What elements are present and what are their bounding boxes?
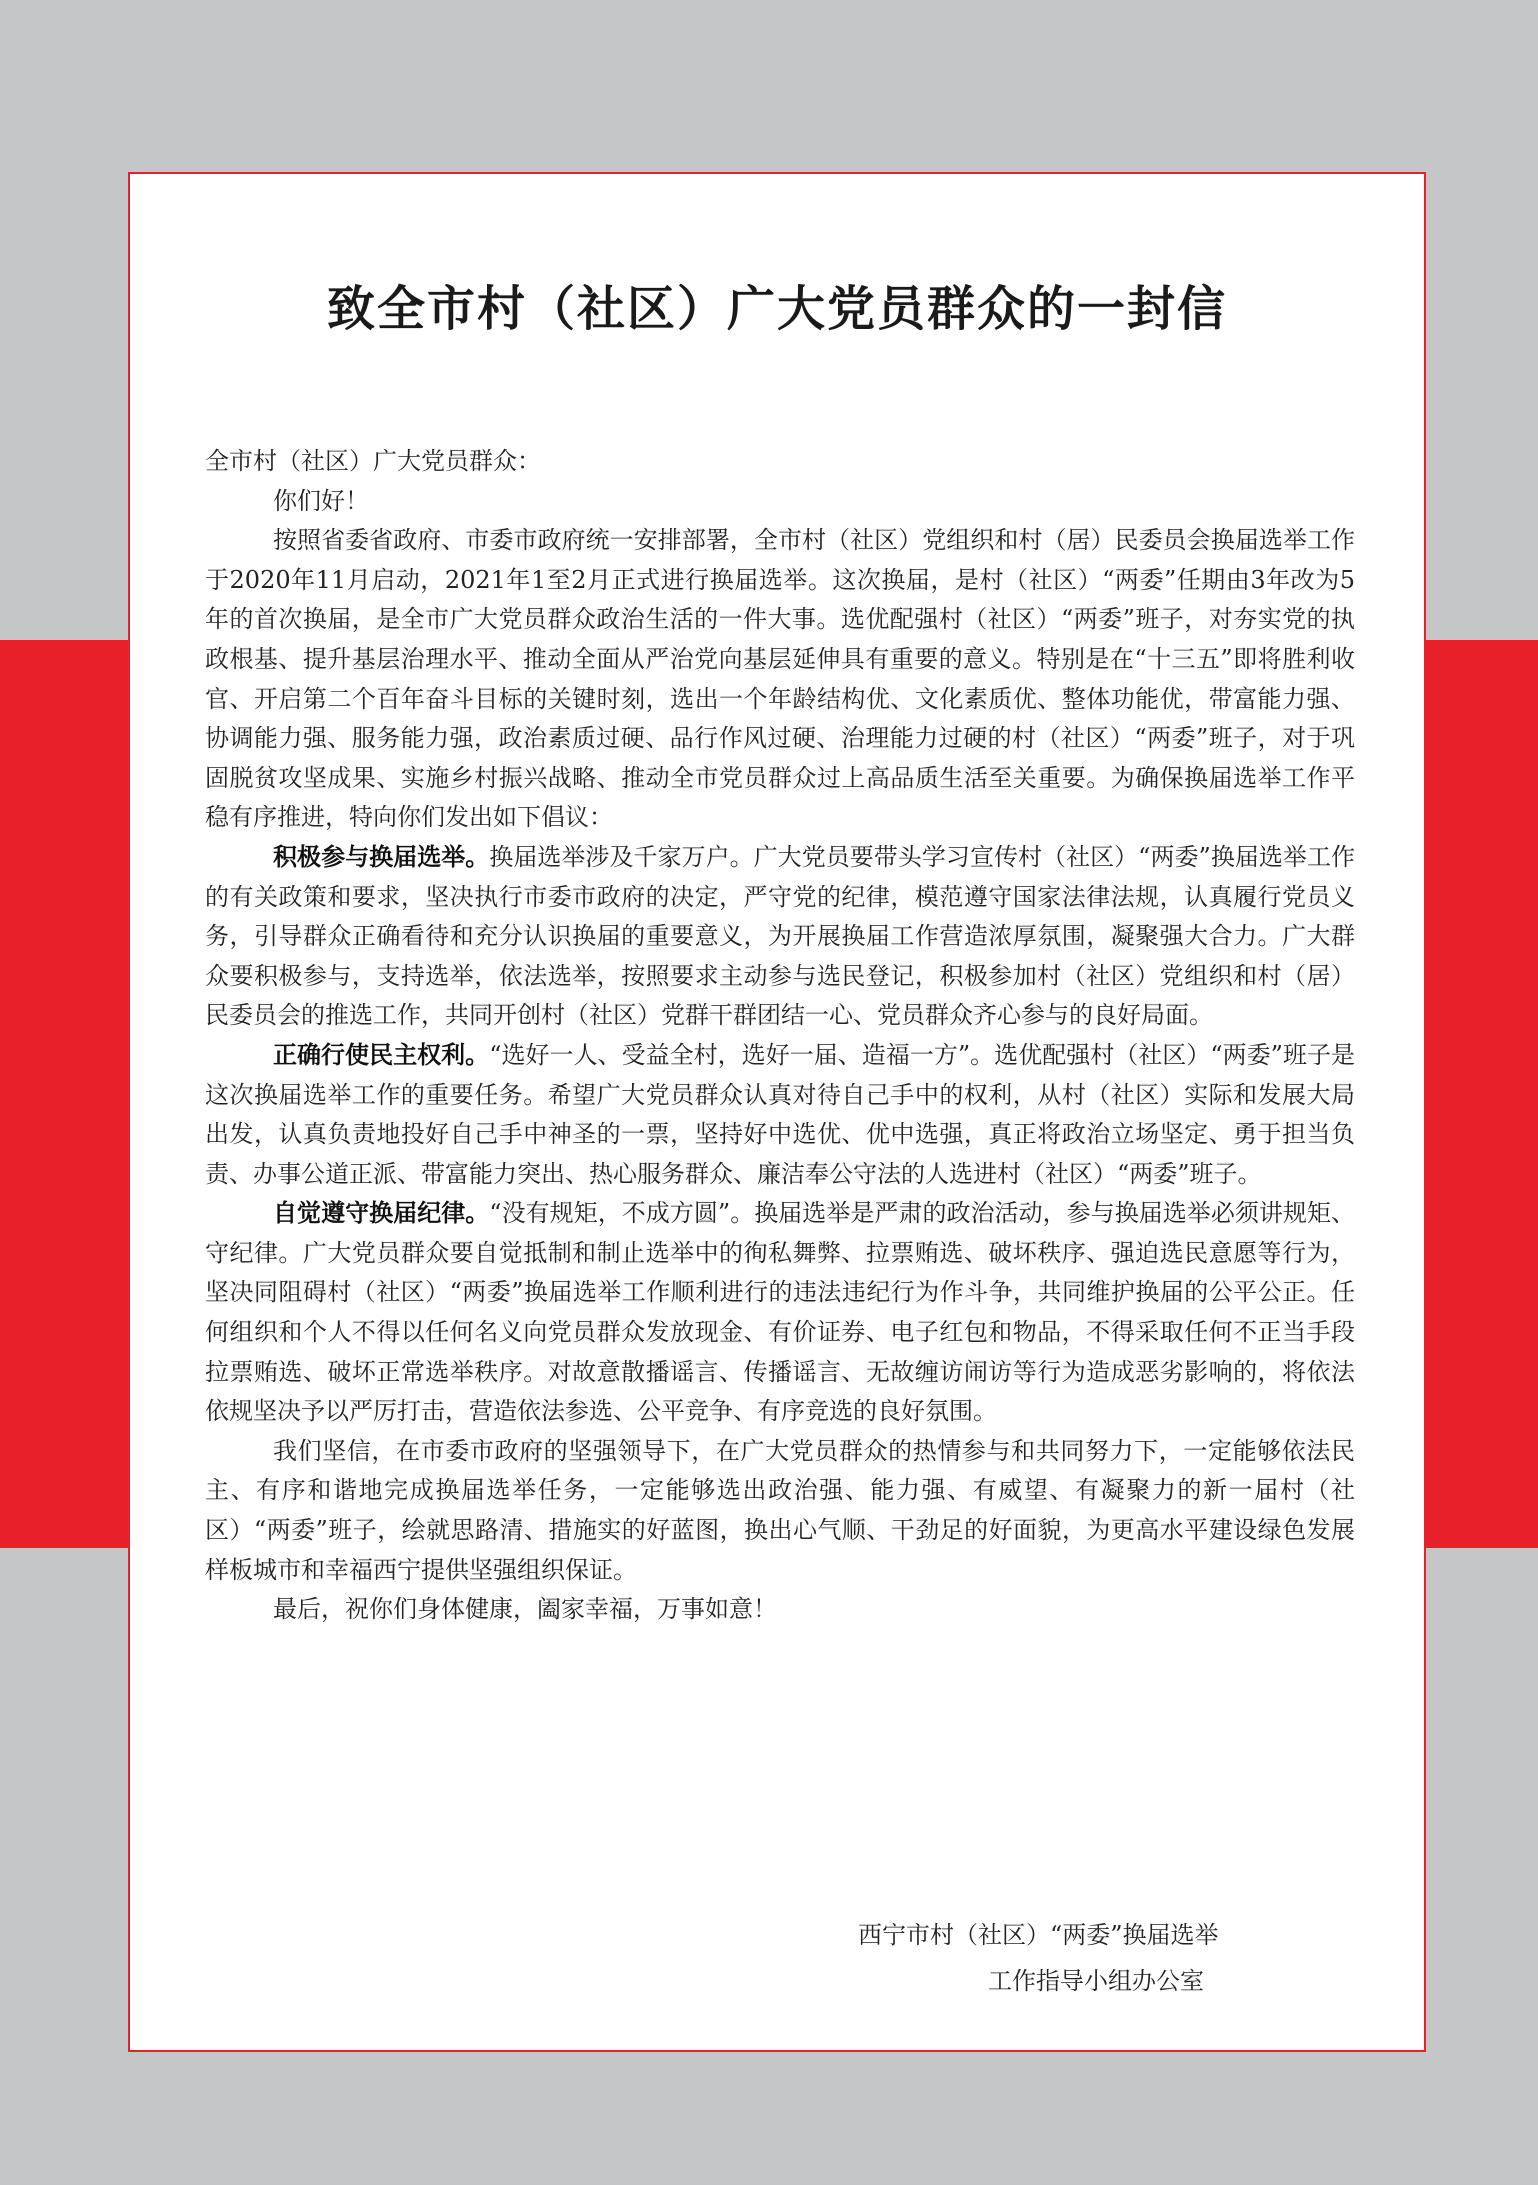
section-rights-heading: 正确行使民主权利。	[273, 1040, 490, 1069]
section-rights	[205, 1036, 1355, 1194]
signature-block	[858, 1912, 1219, 2004]
section-discipline-heading: 自觉遵守换届纪律。	[273, 1199, 490, 1228]
section-participate-text: 换届选举涉及千家万户。广大党员要带头学习宣传村（社区）“两委”换届选举工作的有关政策和要求，坚决执行市委市政府的决定，严守党的纪律，模范遵守国家法律法规，认真履行党员义务，引导群众正确看待和充分认识换届的重要意义，为开展换届工作营造浓厚氛围，凝聚强大合力。广大群众要积极参与，支持选举，依法选举，按照要求主动参与选民登记，积极参加村（社区）党组织和村（居）民委员会的推选工作，共同开创村（社区）党群干群团结一心、党员群众齐心参与的良好局面。	[205, 842, 1355, 1030]
section-rights-text: “选好一人、受益全村，选好一届、造福一方”。选优配强村（社区）“两委”班子是这次换届选举工作的重要任务。希望广大党员群众认真对待自己手中的权利，从村（社区）实际和发展大局出发，认真负责地投好自己手中神圣的一票，坚持好中选优、优中选强，真正将政治立场坚定、勇于担当负责、办事公道正派、带富能力突出、热心服务群众、廉洁奉公守法的人选进村（社区）“两委”班子。	[205, 1040, 1356, 1188]
section-participate	[205, 838, 1355, 1036]
letter-body	[205, 442, 1355, 1630]
letter-title: 致全市村（社区）广大党员群众的一封信	[326, 281, 1227, 337]
signature-line-2: 工作指导小组办公室	[988, 1967, 1204, 1995]
section-discipline-text: “没有规矩，不成方圆”。换届选举是严肃的政治活动，参与换届选举必须讲规矩、守纪律。广大党员群众要自觉抵制和制止选举中的徇私舞弊、拉票贿选、破坏秩序、强迫选民意愿等行为，坚决同阻碍村（社区）“两委”换届选举工作顺利进行的违法违纪行为作斗争，共同维护换届的公平公正。任何组织和个人不得以任何名义向党员群众发放现金、有价证券、电子红包和物品，不得采取任何不正当手段拉票贿选、破坏正常选举秩序。对故意散播谣言、传播谣言、无故缠访闹访等行为造成恶劣影响的，将依法依规坚决予以严厉打击，营造依法参选、公平竞争、有序竞选的良好氛围。	[205, 1199, 1355, 1426]
greeting: 你们好！	[273, 486, 369, 515]
letter-sheet	[128, 172, 1426, 2052]
signature-line-1: 西宁市村（社区）“两委”换届选举	[858, 1921, 1219, 1949]
salutation: 全市村（社区）广大党员群众：	[205, 447, 541, 475]
conclusion-paragraph: 我们坚信，在市委市政府的坚强领导下，在广大党员群众的热情参与和共同努力下，一定能够依法民主、有序和谐地完成换届选举任务，一定能够选出政治强、能力强、有威望、有凝聚力的新一届村（社区）“两委”班子，绘就思路清、措施实的好蓝图，换出心气顺、干劲足的好面貌，为更高水平建设绿色发展样板城市和幸福西宁提供坚强组织保证。	[205, 1436, 1355, 1584]
closing-wishes: 最后，祝你们身体健康，阖家幸福，万事如意！	[273, 1595, 777, 1624]
section-participate-heading: 积极参与换届选举。	[273, 842, 490, 871]
section-discipline	[205, 1194, 1355, 1432]
intro-paragraph: 按照省委省政府、市委市政府统一安排部署，全市村（社区）党组织和村（居）民委员会换届选举工作于2020年11月启动，2021年1至2月正式进行换届选举。这次换届，是村（社区）“两委”任期由3年改为5年的首次换届，是全市广大党员群众政治生活的一件大事。选优配强村（社区）“两委”班子，对夯实党的执政根基、提升基层治理水平、推动全面从严治党向基层延伸具有重要的意义。特别是在“十三五”即将胜利收官、开启第二个百年奋斗目标的关键时刻，选出一个年龄结构优、文化素质优、整体功能优，带富能力强、协调能力强、服务能力强，政治素质过硬、品行作风过硬、治理能力过硬的村（社区）“两委”班子，对于巩固脱贫攻坚成果、实施乡村振兴战略、推动全市党员群众过上高品质生活至关重要。为确保换届选举工作平稳有序推进，特向你们发出如下倡议：	[205, 526, 1355, 832]
